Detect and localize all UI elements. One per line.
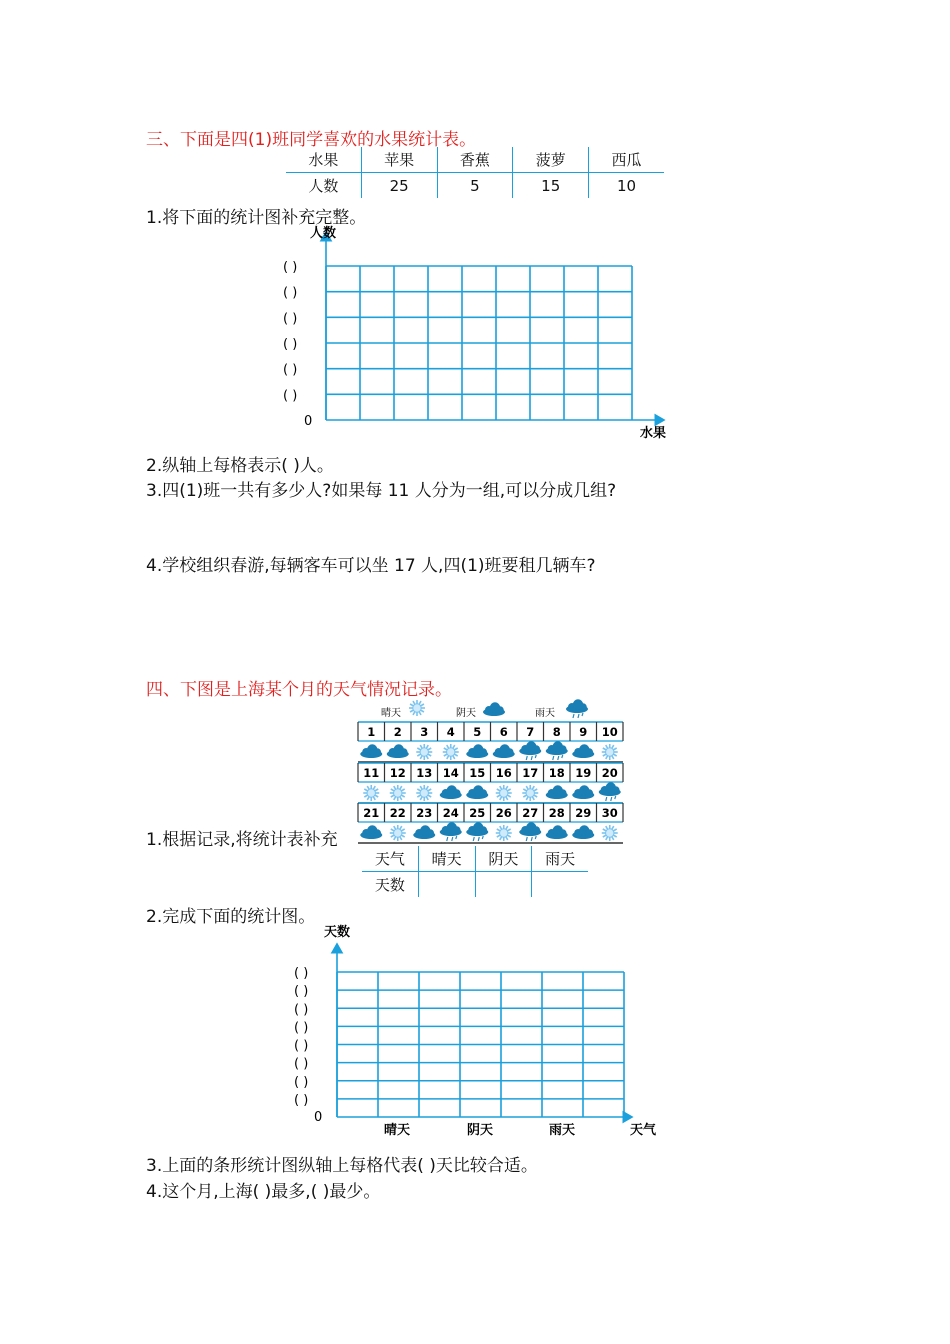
sun-icon	[416, 744, 432, 760]
y-axis-blank[interactable]: ( )	[294, 984, 309, 1000]
rain-icon	[599, 782, 621, 801]
calendar-day-number: 15	[469, 766, 486, 780]
rain-icon	[440, 822, 462, 841]
s4-question-2: 2.完成下面的统计图。	[146, 907, 316, 927]
y-axis-blank[interactable]: ( )	[294, 1002, 309, 1018]
fruit-table	[286, 147, 664, 198]
sun-icon	[390, 825, 406, 841]
fruit-table-cell: 水果	[308, 151, 339, 169]
s3-question-3: 3.四(1)班一共有多少人?如果每 11 人分为一组,可以分成几组?	[146, 481, 617, 501]
calendar-day-number: 13	[416, 766, 433, 780]
calendar-day-number: 18	[548, 766, 565, 780]
calendar-day-number: 9	[579, 725, 588, 739]
cloud-icon	[572, 744, 594, 758]
fruit-table-cell: 香蕉	[437, 147, 513, 173]
y-axis-blank[interactable]: ( )	[283, 337, 298, 352]
y-axis-blank[interactable]: ( )	[283, 388, 298, 404]
calendar-day-number: 27	[522, 806, 539, 820]
calendar-day-number: 7	[526, 725, 535, 739]
calendar-day-number: 17	[522, 766, 539, 780]
sun-icon	[602, 825, 618, 841]
cloud-icon	[360, 744, 382, 758]
sun-icon	[390, 785, 406, 801]
calendar-day-number: 12	[389, 766, 406, 780]
calendar-day-number: 23	[416, 806, 433, 820]
x-category-label: 雨天	[549, 1123, 576, 1138]
cloud-icon	[440, 785, 462, 799]
x-category-label: 晴天	[384, 1123, 411, 1138]
calendar-day-number: 6	[499, 725, 508, 739]
s4-question-1: 1.根据记录,将统计表补充	[146, 830, 338, 850]
cloud-icon	[572, 825, 594, 839]
sun-icon	[602, 744, 618, 760]
weather-table-input-sunny[interactable]	[418, 872, 475, 898]
y-axis-blank[interactable]: ( )	[294, 1092, 309, 1108]
rain-icon	[566, 699, 588, 718]
weather-table-cell: 阴天	[475, 846, 532, 872]
cloud-icon	[483, 702, 505, 716]
weather-calendar	[355, 697, 627, 847]
weather-bar-chart-grid	[280, 920, 680, 1142]
s3-question-2: 2.纵轴上每格表示( )人。	[146, 456, 334, 476]
x-category-label: 阴天	[467, 1123, 494, 1138]
sun-icon	[409, 700, 425, 716]
rain-icon	[519, 741, 541, 760]
y-axis-label: 人数	[310, 226, 337, 241]
section3-title: 三、下面是四(1)班同学喜欢的水果统计表。	[146, 130, 477, 150]
x-axis-label: 水果	[640, 426, 667, 441]
fruit-table-cell: 25	[361, 173, 437, 199]
legend-rainy-label: 雨天	[535, 708, 555, 719]
x-axis-label: 天气	[630, 1123, 657, 1138]
y-axis-label: 天数	[324, 925, 351, 940]
cloud-icon	[466, 744, 488, 758]
calendar-day-number: 20	[601, 766, 618, 780]
calendar-day-number: 11	[363, 766, 380, 780]
calendar-day-number: 29	[575, 806, 592, 820]
legend-sunny-label: 晴天	[381, 708, 401, 719]
calendar-day-number: 19	[575, 766, 592, 780]
origin-label: 0	[304, 414, 313, 429]
fruit-table-cell: 人数	[308, 177, 339, 195]
weather-table-input-rainy[interactable]	[532, 872, 588, 898]
fruit-table-cell: 苹果	[361, 147, 437, 173]
calendar-day-number: 25	[469, 806, 486, 820]
sun-icon	[522, 785, 538, 801]
calendar-day-number: 28	[548, 806, 565, 820]
y-axis-blank[interactable]: ( )	[294, 1038, 309, 1054]
y-axis-blank[interactable]: ( )	[294, 1074, 309, 1090]
rain-icon	[546, 741, 568, 760]
sun-icon	[443, 744, 459, 760]
cloud-icon	[546, 785, 568, 799]
y-axis-blank[interactable]: ( )	[294, 1020, 309, 1036]
cloud-icon	[413, 825, 435, 839]
y-axis-blank[interactable]: ( )	[294, 966, 309, 981]
y-axis-blank[interactable]: ( )	[283, 362, 298, 378]
rain-icon	[519, 822, 541, 841]
legend-cloudy-label: 阴天	[456, 708, 476, 719]
calendar-day-number: 24	[442, 806, 459, 820]
origin-label: 0	[314, 1110, 323, 1125]
cloud-icon	[466, 785, 488, 799]
y-axis-blank[interactable]: ( )	[283, 260, 298, 275]
calendar-day-number: 21	[363, 806, 380, 820]
sun-icon	[416, 785, 432, 801]
fruit-table-cell: 西瓜	[589, 147, 664, 173]
y-axis-blank[interactable]: ( )	[283, 311, 298, 327]
fruit-table-cell: 15	[513, 173, 589, 199]
sun-icon	[496, 825, 512, 841]
calendar-day-number: 14	[442, 766, 459, 780]
weather-table-cell: 晴天	[418, 846, 475, 872]
calendar-day-number: 4	[446, 725, 455, 739]
cloud-icon	[572, 785, 594, 799]
weather-table-cell: 雨天	[532, 846, 588, 872]
y-axis-blank[interactable]: ( )	[283, 285, 298, 301]
calendar-day-number: 30	[601, 806, 618, 820]
calendar-day-number: 10	[601, 725, 618, 739]
s4-question-4: 4.这个月,上海( )最多,( )最少。	[146, 1182, 381, 1202]
cloud-icon	[493, 744, 515, 758]
y-axis-blank[interactable]: ( )	[294, 1056, 309, 1072]
cloud-icon	[360, 825, 382, 839]
section4-title: 四、下图是上海某个月的天气情况记录。	[146, 680, 452, 700]
calendar-day-number: 1	[367, 725, 376, 739]
sun-icon	[496, 785, 512, 801]
calendar-day-number: 5	[473, 725, 482, 739]
cloud-icon	[387, 744, 409, 758]
calendar-day-number: 3	[420, 725, 429, 739]
calendar-day-number: 8	[552, 725, 561, 739]
s4-question-3: 3.上面的条形统计图纵轴上每格代表( )天比较合适。	[146, 1156, 538, 1176]
weather-table	[362, 846, 588, 897]
weather-table-input-cloudy[interactable]	[475, 872, 532, 898]
fruit-table-cell: 菠萝	[513, 147, 589, 173]
fruit-table-cell: 10	[589, 173, 664, 199]
fruit-table-cell: 5	[437, 173, 513, 199]
calendar-day-number: 22	[389, 806, 406, 820]
rain-icon	[466, 822, 488, 841]
calendar-day-number: 16	[495, 766, 512, 780]
weather-table-cell: 天气	[374, 850, 405, 868]
sun-icon	[363, 785, 379, 801]
s3-question-4: 4.学校组织春游,每辆客车可以坐 17 人,四(1)班要租几辆车?	[146, 556, 596, 576]
calendar-day-number: 2	[393, 725, 402, 739]
cloud-icon	[546, 825, 568, 839]
s3-question-1: 1.将下面的统计图补充完整。	[146, 208, 367, 228]
fruit-bar-chart-grid	[270, 222, 690, 444]
calendar-day-number: 26	[495, 806, 512, 820]
weather-table-cell: 天数	[374, 876, 405, 894]
